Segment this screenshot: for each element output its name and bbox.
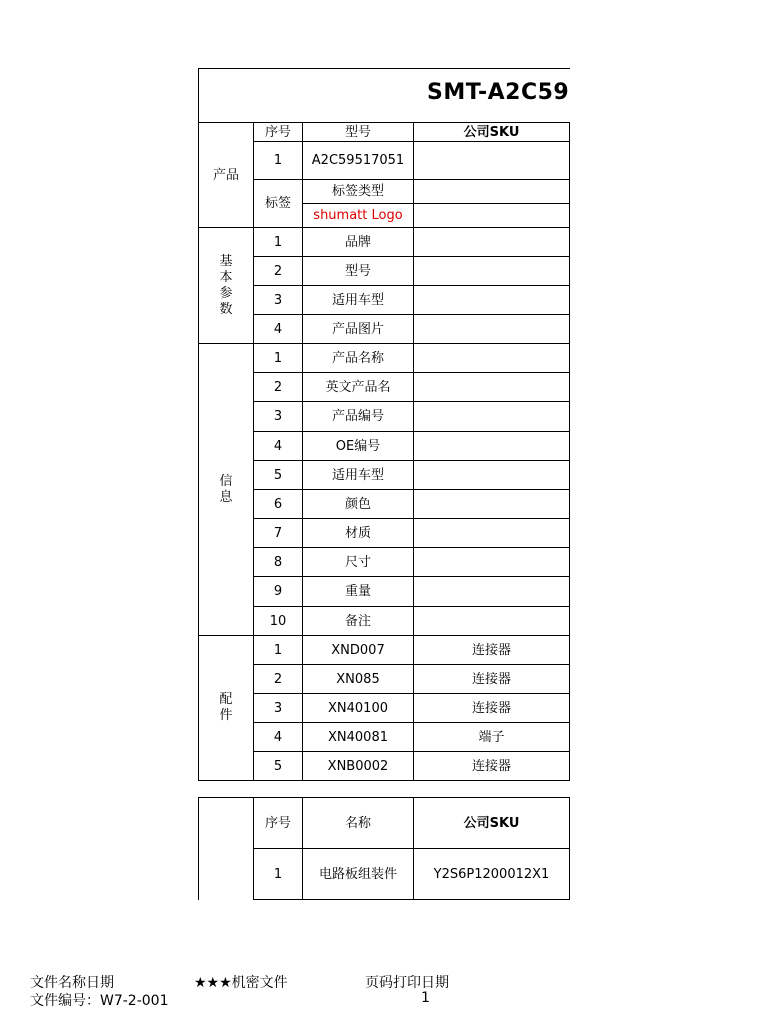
footer-confidential: ★★★机密文件 bbox=[194, 975, 288, 991]
group-char: 数 bbox=[219, 301, 233, 317]
row-index: 10 bbox=[269, 613, 287, 629]
label-type: 标签类型 bbox=[331, 184, 384, 199]
part-index: 3 bbox=[273, 700, 283, 716]
group-info bbox=[199, 344, 253, 635]
part-code: XN40100 bbox=[328, 700, 388, 716]
header-index: 序号 bbox=[264, 124, 291, 140]
row-index: 1 bbox=[273, 350, 283, 366]
part-index: 1 bbox=[273, 642, 283, 658]
row-index: 6 bbox=[273, 496, 283, 512]
group-char: 配 bbox=[219, 692, 233, 707]
row-index: 2 bbox=[273, 379, 283, 395]
part-desc: 连接器 bbox=[471, 671, 511, 687]
group-char: 息 bbox=[219, 489, 233, 505]
part-code: XN40081 bbox=[328, 729, 388, 745]
group-product: 产品 bbox=[212, 167, 239, 183]
group-char: 信 bbox=[219, 473, 233, 489]
row-name: 品牌 bbox=[344, 234, 371, 250]
part-index: 5 bbox=[273, 758, 283, 774]
row-name: 尺寸 bbox=[344, 554, 371, 570]
part-desc: 端子 bbox=[478, 729, 505, 745]
row-name: 英文产品名 bbox=[325, 379, 391, 395]
grid-line bbox=[198, 797, 199, 900]
row-index: 9 bbox=[273, 584, 283, 599]
part-desc: 连接器 bbox=[471, 642, 511, 658]
row-index: 8 bbox=[273, 554, 283, 570]
row-name: 重量 bbox=[344, 584, 371, 599]
part-code: XN085 bbox=[336, 671, 380, 687]
grid-line bbox=[569, 122, 570, 781]
group-char: 本 bbox=[219, 269, 233, 285]
bottom-row-sku: Y2S6P1200012X1 bbox=[433, 866, 550, 882]
row-name: 适用车型 bbox=[331, 292, 384, 308]
row-name: 材质 bbox=[344, 525, 371, 541]
product-code: A2C59517051 bbox=[311, 153, 405, 168]
part-index: 4 bbox=[273, 729, 283, 745]
part-code: XND007 bbox=[331, 642, 385, 658]
row-index: 7 bbox=[273, 525, 283, 541]
title-cell bbox=[199, 69, 569, 109]
row-name: 产品图片 bbox=[331, 321, 384, 337]
footer-doc-number: 文件编号：W7-2-001 bbox=[30, 993, 169, 1009]
bottom-header-index: 序号 bbox=[264, 815, 291, 831]
part-index: 2 bbox=[273, 671, 283, 687]
row-name: 适用车型 bbox=[331, 467, 384, 483]
part-desc: 连接器 bbox=[471, 700, 511, 716]
group-char: 基 bbox=[219, 253, 233, 269]
group-char: 参 bbox=[219, 285, 233, 301]
footer-page-print-date: 页码打印日期 bbox=[365, 975, 449, 991]
bottom-row-code: 电路板组装件 bbox=[318, 866, 397, 882]
row-index: 5 bbox=[273, 467, 283, 483]
row-index: 3 bbox=[273, 409, 283, 424]
header-code: 型号 bbox=[344, 124, 371, 140]
bottom-row-index: 1 bbox=[273, 866, 283, 882]
row-name: 产品编号 bbox=[331, 409, 384, 424]
grid-line bbox=[569, 797, 570, 900]
group-parts bbox=[199, 636, 253, 780]
row-name: 备注 bbox=[344, 613, 371, 629]
part-desc: 连接器 bbox=[471, 758, 511, 774]
row-index: 4 bbox=[273, 321, 283, 337]
label-logo: shumatt Logo bbox=[313, 208, 403, 223]
group-params bbox=[199, 228, 253, 343]
grid-line bbox=[253, 899, 570, 900]
bottom-header-sku: 公司SKU bbox=[463, 815, 520, 831]
row-index: 4 bbox=[273, 438, 283, 454]
row-name: 产品名称 bbox=[331, 350, 384, 366]
header-sku: 公司SKU bbox=[463, 124, 520, 140]
product-index: 1 bbox=[273, 153, 283, 168]
row-name: 型号 bbox=[344, 263, 371, 279]
document-title: SMT-A2C59 bbox=[427, 80, 569, 105]
row-name: 颜色 bbox=[344, 496, 371, 512]
grid-line bbox=[198, 780, 570, 781]
group-char: 件 bbox=[219, 708, 233, 723]
footer-file-date: 文件名称日期 bbox=[30, 975, 114, 991]
part-code: XNB0002 bbox=[327, 758, 389, 774]
row-name: OE编号 bbox=[335, 438, 381, 454]
row-index: 2 bbox=[273, 263, 283, 279]
group-label: 标签 bbox=[264, 196, 291, 211]
row-index: 1 bbox=[273, 234, 283, 250]
row-index: 3 bbox=[273, 292, 283, 308]
bottom-header-code: 名称 bbox=[344, 815, 371, 831]
footer-page-number: 1 bbox=[421, 990, 430, 1006]
